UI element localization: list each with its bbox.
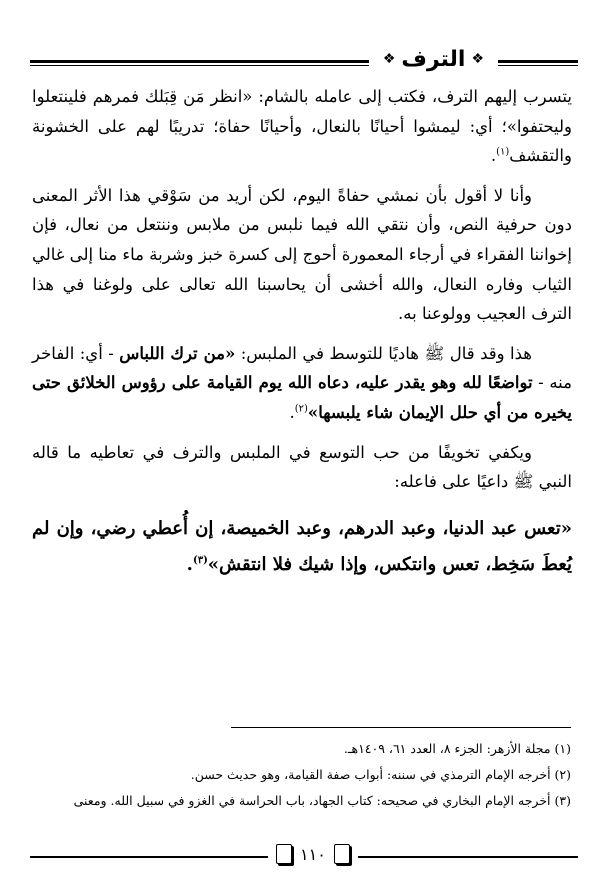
text-run: . xyxy=(490,146,497,166)
footnote: (٢) أخرجه الإمام الترمذي في سننه: أبواب صفة القيامة، وهو حديث حسن. xyxy=(190,767,571,782)
page-number-box xyxy=(268,842,358,866)
text-run: ويكفي تخويفًا من حب التوسع في الملبس والترف في تعاطيه ما قاله النبي ﷺ داعيًا على فاعله: xyxy=(32,442,572,492)
footnote-ref: (٣) xyxy=(192,554,208,566)
bold-quote: تواضعًا لله وهو يقدر عليه، دعاه الله يوم القيامة على رؤوس الخلائق حتى يخيره من أي حلل الإيمان شاء يلبسها» xyxy=(32,373,572,422)
text-run: هذا وقد قال ﷺ هاديًا للتوسط في الملبس: xyxy=(235,343,532,363)
ornament-icon: ❖ xyxy=(471,51,484,67)
main-text xyxy=(32,82,572,583)
footnote: (٣) أخرجه الإمام البخاري في صحيحه: كتاب الجهاد، باب الحراسة في الغزو في سبيل الله. ومعنى xyxy=(73,793,571,808)
text-run: . xyxy=(289,402,295,422)
text-run: وأنا لا أقول بأن نمشي حفاةً اليوم، لكن أريد من سَوْقي هذا الأثر المعنى دون حرفية النص، وأن نتقي الله فيما نلبس من ملابس وننتعل من نعال، فإن إخواننا الفقراء في أرجاء المعمورة أحوج إلى كسرة خبز وشربة ماء منا إلى غالي الثياب وفاره النعال، والله أخشى أن يحاسبنا الله تعالى على ولوغنا في هذا الترف العجيب وولوعنا به. xyxy=(32,185,572,324)
paragraph xyxy=(32,82,572,171)
bold-quote: «من ترك اللباس xyxy=(119,343,236,363)
ornament-icon: ❖ xyxy=(382,51,396,67)
text-run: - أي: الفاخر منه - xyxy=(32,343,572,393)
page-number: ١١٠ xyxy=(300,844,326,864)
paragraph xyxy=(32,339,572,428)
hadith-quote: «تعس عبد الدنيا، وعبد الدرهم، وعبد الخميصة، إن أُعطي رضي، وإن لم يُعطَ سَخِط، تعس وانتكس، وإذا شيك فلا انتقش»$^{(٣)}$. xyxy=(32,517,572,575)
footnote: (١) مجلة الأزهر: الجزء ٨، العدد ٦١، ١٤٠٩هـ. xyxy=(343,741,571,756)
text-run: يتسرب إليهم الترف، فكتب إلى عامله بالشام: «انظر مَن قِبَلك فمرهم فلينتعلوا وليحتفوا»؛ أي: ليمشوا أحيانًا بالنعال، وأحيانًا حفاة؛ تدريبًا لهم على الخشونة والتقشف xyxy=(32,87,572,166)
footnote-ref: (٢) xyxy=(294,403,308,415)
footnotes xyxy=(28,736,571,814)
paragraph xyxy=(32,181,572,329)
page-footer xyxy=(30,842,578,866)
footnote-separator xyxy=(231,727,571,728)
header-title-box xyxy=(369,44,498,74)
hadith-text: «تعس عبد الدنيا، وعبد الدرهم، وعبد الخميصة، إن أُعطي رضي، وإن لم يُعطَ سَخِط، تعس وانتكس، وإذا شيك فلا انتقش» xyxy=(32,517,572,575)
book-icon xyxy=(276,844,292,864)
running-title: الترف xyxy=(401,46,466,72)
page-header xyxy=(30,42,578,76)
paragraph xyxy=(32,438,572,497)
footnote-ref: (١) xyxy=(496,146,510,158)
book-icon xyxy=(334,844,350,864)
